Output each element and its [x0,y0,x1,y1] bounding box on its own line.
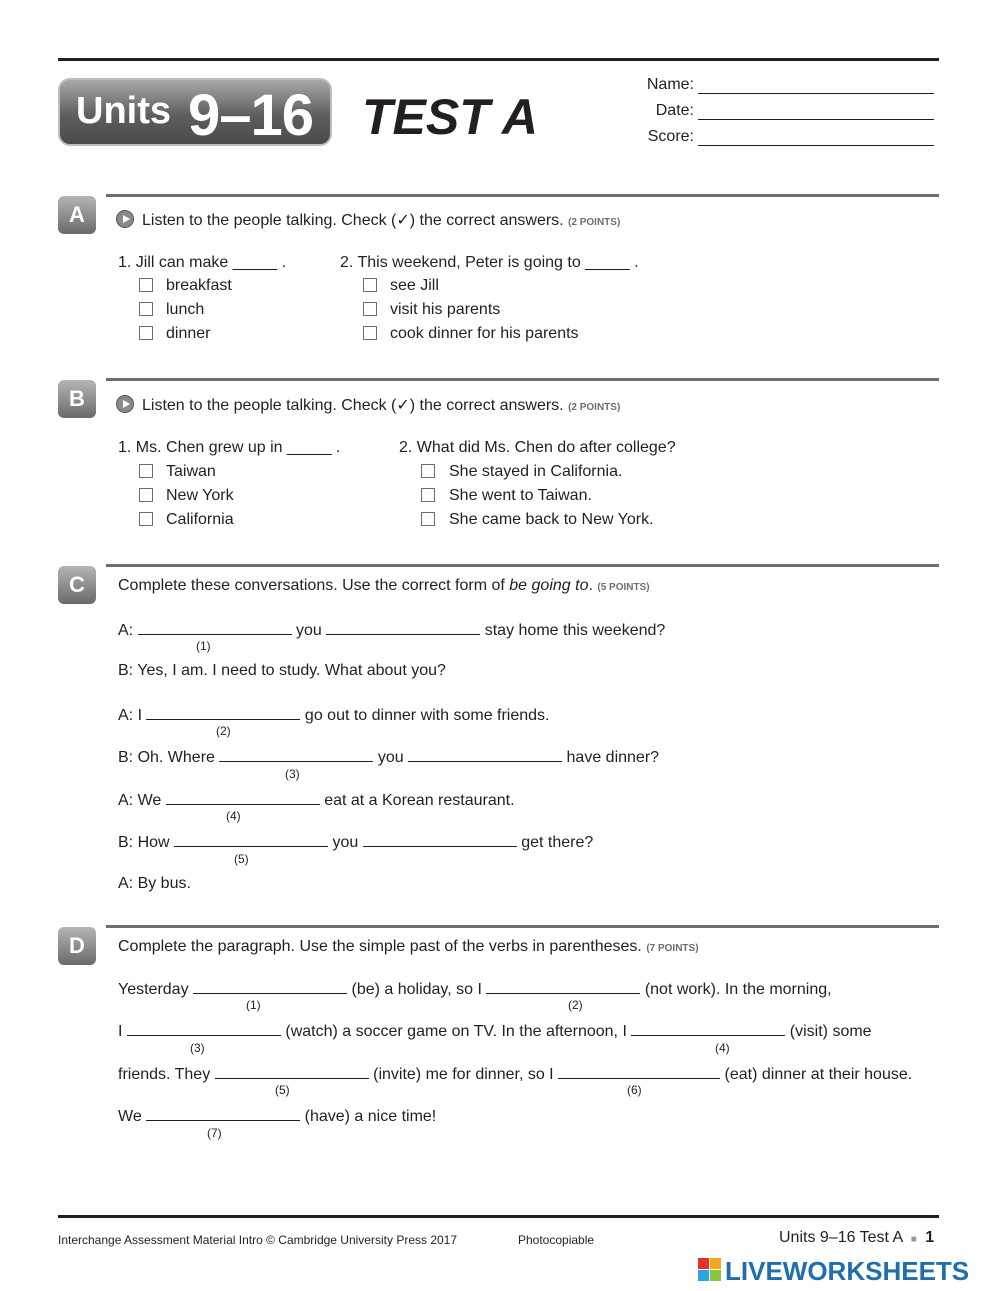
conv-line-3: A: I go out to dinner with some friends. [118,707,550,724]
liveworksheets-logo [698,1255,994,1290]
answer-blank[interactable] [486,979,640,994]
section-b-q1: 1. Ms. Chen grew up in _____ . [118,439,341,456]
section-b-letter: B [58,380,96,418]
conv-line-6: B: How you get there? [118,834,594,851]
section-a-q1: 1. Jill can make _____ . [118,254,287,271]
name-label: Name: [646,76,694,93]
conv-line-2: B: Yes, I am. I need to study. What about you? [118,662,446,679]
section-d-points: (7 POINTS) [646,943,699,954]
logo-text: LIVEWORKSHEETS [725,1256,970,1285]
answer-blank[interactable] [166,790,320,805]
section-b-instruction: Listen to the people talking. Check (✓) the correct answers. (2 POINTS) [142,397,621,414]
units-badge [58,78,332,146]
answer-blank[interactable] [558,1064,720,1079]
option-label: She stayed in California. [449,463,623,480]
footer-rule [58,1215,939,1218]
audio-play-icon[interactable] [116,395,134,413]
answer-blank[interactable] [146,1106,300,1121]
section-a-rule [106,194,939,197]
checkbox[interactable] [363,278,377,292]
checkbox[interactable] [363,302,377,316]
checkbox[interactable] [139,302,153,316]
section-b-points: (2 POINTS) [568,402,621,413]
checkbox[interactable] [139,278,153,292]
blank-number: (6) [627,1083,642,1097]
footer-copyright: Interchange Assessment Material Intro © Cambridge University Press 2017 [58,1233,458,1247]
section-a-instruction: Listen to the people talking. Check (✓) the correct answers. (2 POINTS) [142,212,621,229]
section-d-letter: D [58,927,96,965]
section-d-instruction: Complete the paragraph. Use the simple past of the verbs in parentheses. (7 POINTS) [118,938,699,955]
paragraph-line-3: friends. They (invite) me for dinner, so I (eat) dinner at their house. [118,1066,913,1083]
section-c-points: (5 POINTS) [597,582,650,593]
paragraph-line-1: Yesterday (be) a holiday, so I (not work). In the morning, [118,981,832,998]
paragraph-line-2: I (watch) a soccer game on TV. In the afternoon, I (visit) some [118,1023,872,1040]
blank-number: (4) [715,1041,730,1055]
footer-page-label: Units 9–16 Test A ■ 1 [779,1229,935,1246]
checkbox[interactable] [421,512,435,526]
answer-blank[interactable] [363,832,517,847]
checkbox[interactable] [139,512,153,526]
answer-blank[interactable] [138,620,292,635]
section-c-rule [106,564,939,567]
blank-number: (7) [207,1126,222,1140]
conv-line-4: B: Oh. Where you have dinner? [118,749,660,766]
checkbox[interactable] [139,464,153,478]
option-label: dinner [166,325,211,342]
checkbox[interactable] [139,326,153,340]
units-range: 9–16 [188,83,314,148]
top-rule [58,58,939,61]
test-title: TEST A [362,89,538,145]
answer-blank[interactable] [127,1021,281,1036]
section-d-rule [106,925,939,928]
blank-number: (3) [285,767,300,781]
answer-blank[interactable] [174,832,328,847]
answer-blank[interactable] [215,1064,369,1079]
date-field[interactable] [698,118,934,120]
answer-blank[interactable] [326,620,480,635]
section-b-rule [106,378,939,381]
checkbox[interactable] [139,488,153,502]
answer-blank[interactable] [408,747,562,762]
option-label: She came back to New York. [449,511,654,528]
answer-blank[interactable] [193,979,347,994]
answer-blank[interactable] [631,1021,785,1036]
paragraph-line-4: We (have) a nice time! [118,1108,437,1125]
score-field[interactable] [698,144,934,146]
section-b-q2: 2. What did Ms. Chen do after college? [399,439,676,456]
checkbox[interactable] [421,488,435,502]
checkbox[interactable] [421,464,435,478]
conv-line-1: A: you stay home this weekend? [118,622,666,639]
option-label: New York [166,487,234,504]
option-label: breakfast [166,277,232,294]
section-c-letter: C [58,566,96,604]
blank-number: (1) [246,998,261,1012]
blank-number: (2) [568,998,583,1012]
page-number: 1 [925,1229,935,1246]
answer-blank[interactable] [219,747,373,762]
units-word: Units [76,90,171,132]
section-a-points: (2 POINTS) [568,217,621,228]
option-label: She went to Taiwan. [449,487,592,504]
checkbox[interactable] [363,326,377,340]
conv-line-7: A: By bus. [118,875,191,892]
option-label: visit his parents [390,301,501,318]
option-label: cook dinner for his parents [390,325,579,342]
audio-play-icon[interactable] [116,210,134,228]
answer-blank[interactable] [146,705,300,720]
blank-number: (5) [275,1083,290,1097]
conv-line-5: A: We eat at a Korean restaurant. [118,792,515,809]
blank-number: (2) [216,724,231,738]
blank-number: (3) [190,1041,205,1055]
blank-number: (5) [234,852,249,866]
option-label: California [166,511,234,528]
option-label: see Jill [390,277,439,294]
option-label: Taiwan [166,463,216,480]
name-field[interactable] [698,92,934,94]
footer-photocopiable: Photocopiable [518,1233,595,1247]
score-label: Score: [647,128,694,145]
section-a-letter: A [58,196,96,234]
blank-number: (4) [226,809,241,823]
blank-number: (1) [196,639,211,653]
option-label: lunch [166,301,205,318]
section-c-instruction: Complete these conversations. Use the correct form of be going to. (5 POINTS) [118,577,650,594]
section-a-q2: 2. This weekend, Peter is going to _____ . [340,254,639,271]
date-label: Date: [655,102,694,119]
